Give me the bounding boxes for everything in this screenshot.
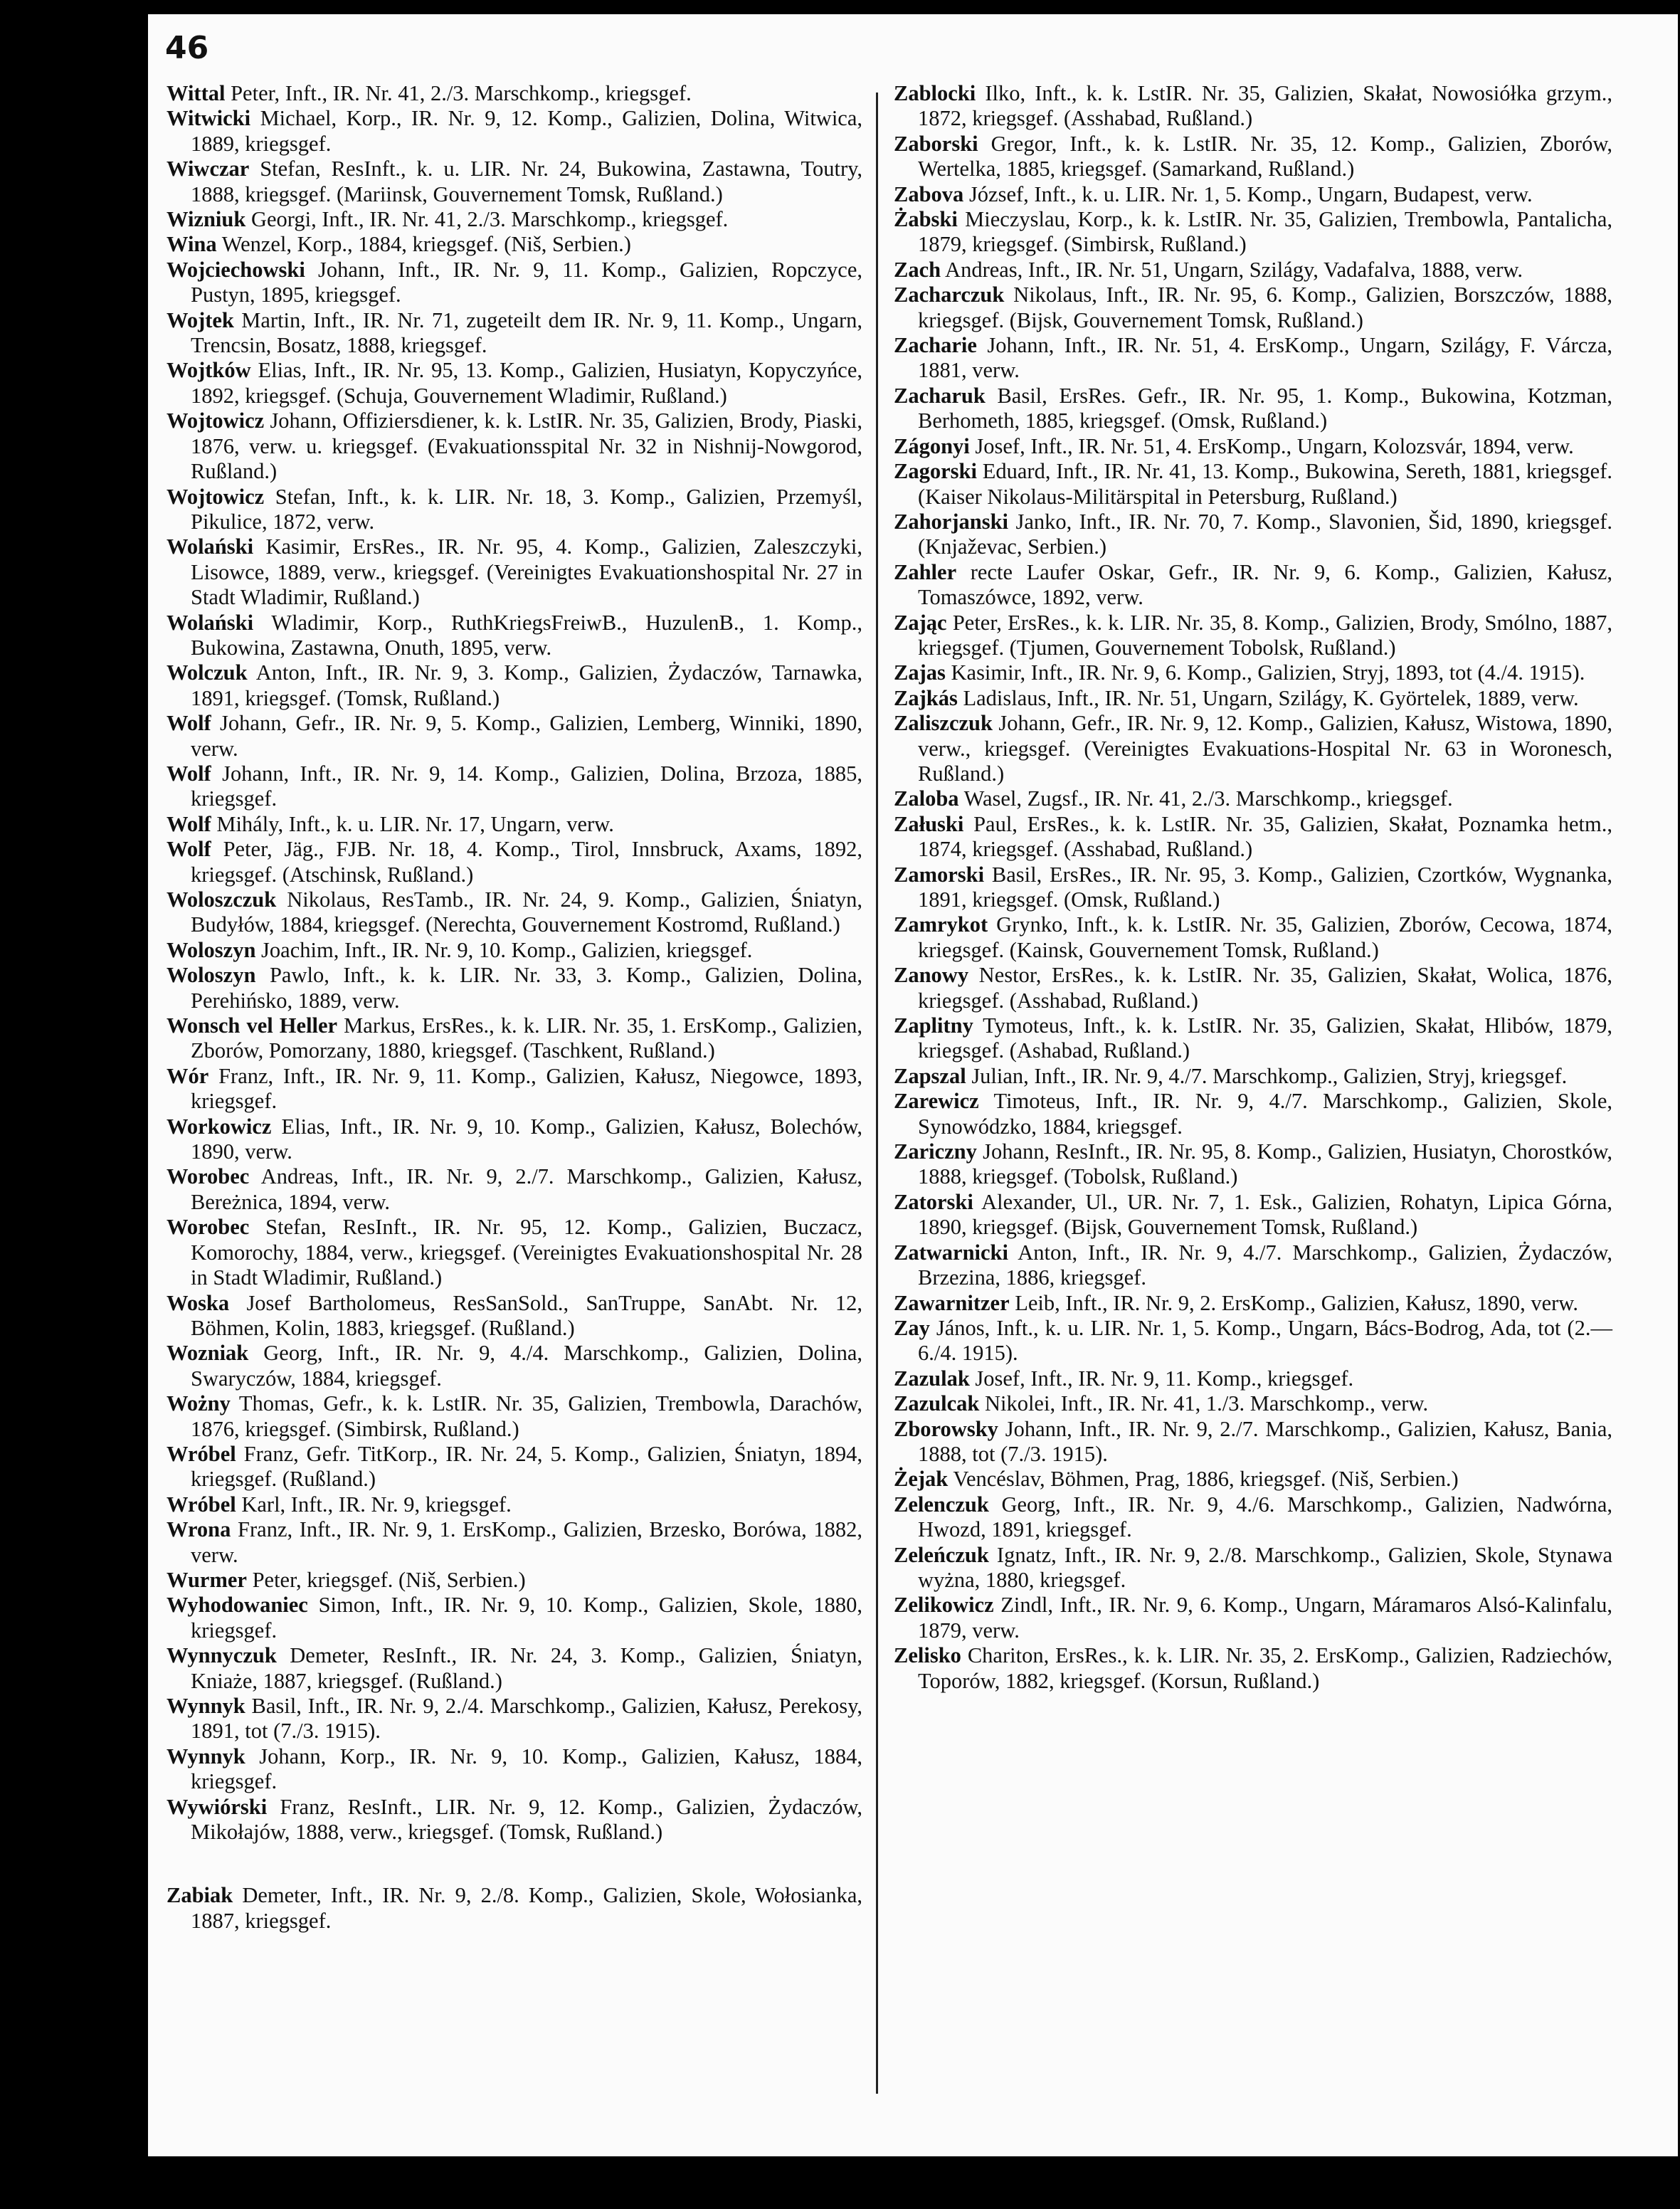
- list-item: [894, 384, 1612, 434]
- entry-surname: Wolf: [167, 711, 211, 736]
- entry-details: Simon, Inft., IR. Nr. 9, 10. Komp., Galizien, Skole, 1880, kriegsgef.: [191, 1593, 862, 1643]
- list-item: [894, 1366, 1612, 1391]
- list-item: [894, 1089, 1612, 1139]
- entry-details: József, Inft., k. u. LIR. Nr. 1, 5. Komp., Ungarn, Budapest, verw.: [968, 181, 1533, 206]
- column-divider: [876, 93, 878, 2094]
- entry-surname: Zelikowicz: [894, 1593, 994, 1618]
- list-item: [894, 786, 1612, 811]
- list-item: [894, 1391, 1612, 1416]
- list-item: [167, 485, 862, 535]
- list-item: [167, 887, 862, 938]
- list-item: [894, 132, 1612, 182]
- entry-details: Julian, Inft., IR. Nr. 9, 4./7. Marschkomp., Galizien, Stryj, kriegsgef.: [971, 1063, 1568, 1088]
- entry-details: Basil, Inft., IR. Nr. 9, 2./4. Marschkomp., Galizien, Kałusz, Perekosy, 1891, tot (7./3. 1915).: [191, 1694, 863, 1744]
- entry-surname: Wolański: [167, 534, 254, 559]
- entry-surname: Zahler: [894, 559, 957, 584]
- list-item: [894, 560, 1612, 611]
- entry-surname: Wurmer: [167, 1567, 247, 1592]
- entry-surname: Zacharczuk: [894, 283, 1005, 307]
- entry-details: Andreas, Inft., IR. Nr. 51, Ungarn, Szilágy, Vadafalva, 1888, verw.: [945, 257, 1523, 282]
- entry-surname: Załuski: [894, 811, 964, 836]
- entry-surname: Woloszyn: [167, 963, 256, 988]
- entry-surname: Zatorski: [894, 1189, 973, 1214]
- entry-details: Peter, Inft., IR. Nr. 41, 2./3. Marschkomp., kriegsgef.: [231, 81, 692, 105]
- entry-details: Karl, Inft., IR. Nr. 9, kriegsgef.: [241, 1492, 512, 1517]
- entry-surname: Wittal: [167, 81, 226, 105]
- entry-surname: Zapszal: [894, 1063, 966, 1088]
- entry-surname: Zabiak: [167, 1883, 233, 1908]
- entry-details: Johann, Inft., IR. Nr. 51, 4. ErsKomp., Ungarn, Szilágy, F. Várcza, 1881, verw.: [918, 333, 1612, 383]
- list-item: [167, 1064, 862, 1114]
- entry-surname: Wojciechowski: [167, 257, 305, 282]
- list-item: [167, 1593, 862, 1643]
- entry-details: Grynko, Inft., k. k. LstIR. Nr. 35, Galizien, Zborów, Cecowa, 1874, kriegsgef. (Kainsk, Gouvernement Tomsk, Rußland.): [918, 912, 1613, 962]
- entry-details: Tymoteus, Inft., k. k. LstIR. Nr. 35, Galizien, Skałat, Hlibów, 1879, kriegsgef. (Ashabad, Rußland.): [918, 1013, 1612, 1063]
- list-item: [167, 1883, 862, 1934]
- list-item: [894, 660, 1612, 685]
- entry-details: János, Inft., k. u. LIR. Nr. 1, 5. Komp., Ungarn, Bács-Bodrog, Ada, tot (2.—6./4. 1915).: [918, 1315, 1612, 1366]
- entry-details: Johann, Offiziersdiener, k. k. LstIR. Nr. 35, Galizien, Brody, Piaski, 1876, verw. u. kriegsgef. (Evakuationsspital Nr. 32 in Nishnij-Nowgorod, Rußland.): [191, 408, 862, 484]
- entry-details: Franz, Gefr. TitKorp., IR. Nr. 24, 5. Komp., Galizien, Śniatyn, 1894, kriegsgef. (Rußland.): [191, 1441, 862, 1492]
- entry-details: Josef Bartholomeus, ResSanSold., SanTruppe, SanAbt. Nr. 12, Böhmen, Kolin, 1883, kriegsgef. (Rußland.): [191, 1290, 862, 1340]
- entry-details: Anton, Inft., IR. Nr. 9, 3. Komp., Galizien, Żydaczów, Tarnawka, 1891, kriegsgef. (Tomsk, Rußland.): [191, 660, 862, 710]
- entry-surname: Zajkás: [894, 685, 958, 710]
- list-item: [894, 812, 1612, 863]
- entry-surname: Zanowy: [894, 963, 969, 988]
- entry-details: Stefan, Inft., k. k. LIR. Nr. 18, 3. Komp., Galizien, Przemyśl, Pikulice, 1872, verw.: [191, 484, 862, 534]
- entry-surname: Zay: [894, 1315, 930, 1340]
- entry-surname: Woloszczuk: [167, 887, 277, 912]
- entry-details: Johann, Gefr., IR. Nr. 9, 12. Komp., Galizien, Kałusz, Wistowa, 1890, verw., kriegsgef. (Vereinigtes Evakuations-Hospital Nr. 63 in Woronesch, Rußland.): [918, 711, 1612, 786]
- entry-details: Kasimir, ErsRes., IR. Nr. 95, 4. Komp., Galizien, Zaleszczyki, Lisowce, 1889, verw., kriegsgef. (Vereinigtes Evakuationshospital Nr. 27 in Stadt Wladimir, Rußland.): [191, 534, 862, 610]
- entry-details: Anton, Inft., IR. Nr. 9, 4./7. Marschkomp., Galizien, Żydaczów, Brzezina, 1886, kriegsgef.: [918, 1240, 1612, 1290]
- list-item: [894, 258, 1612, 283]
- entry-details: Georg, Inft., IR. Nr. 9, 4./6. Marschkomp., Galizien, Nadwórna, Hwozd, 1891, kriegsgef.: [918, 1492, 1613, 1542]
- entry-surname: Wyhodowaniec: [167, 1593, 308, 1618]
- entry-details: Joachim, Inft., IR. Nr. 9, 10. Komp., Galizien, kriegsgef.: [261, 937, 753, 962]
- list-item: [894, 1013, 1612, 1064]
- entry-details: Peter, kriegsgef. (Niš, Serbien.): [252, 1567, 526, 1592]
- entry-surname: Zazulcak: [894, 1391, 980, 1416]
- list-item: [167, 408, 862, 484]
- entry-details: Markus, ErsRes., k. k. LIR. Nr. 35, 1. ErsKomp., Galizien, Zborów, Pomorzany, 1880, kriegsgef. (Taschkent, Rußland.): [191, 1013, 863, 1063]
- entry-details: Georgi, Inft., IR. Nr. 41, 2./3. Marschkomp., kriegsgef.: [250, 207, 729, 232]
- entry-details: Alexander, Ul., UR. Nr. 7, 1. Esk., Galizien, Rohatyn, Lipica Górna, 1890, kriegsgef. (Bijsk, Gouvernement Tomsk, Rußland.): [918, 1189, 1612, 1240]
- entry-surname: Wrona: [167, 1517, 231, 1542]
- entry-surname: Zablocki: [894, 81, 976, 105]
- entry-details: Demeter, ResInft., IR. Nr. 24, 3. Komp., Galizien, Śniatyn, Kniaże, 1887, kriegsgef. (Rußland.): [191, 1643, 863, 1693]
- entry-surname: Wynnyk: [167, 1744, 245, 1768]
- list-item: [894, 459, 1612, 510]
- entry-surname: Wolf: [167, 811, 211, 836]
- list-item: [167, 358, 862, 408]
- list-item: [167, 308, 862, 359]
- entry-details: Kasimir, Inft., IR. Nr. 9, 6. Komp., Galizien, Stryj, 1893, tot (4./4. 1915).: [951, 660, 1585, 685]
- entry-surname: Zając: [894, 610, 947, 635]
- right-column: [894, 81, 1612, 1694]
- left-column: [167, 81, 862, 1934]
- list-item: [894, 510, 1612, 560]
- entry-surname: Zazulak: [894, 1366, 970, 1391]
- entry-surname: Zaloba: [894, 786, 959, 811]
- entry-details: Ilko, Inft., k. k. LstIR. Nr. 35, Galizien, Skałat, Nowosiółka grzym., 1872, kriegsgef. (Asshabad, Rußland.): [918, 81, 1613, 131]
- entry-details: Franz, ResInft., LIR. Nr. 9, 12. Komp., Galizien, Żydaczów, Mikołajów, 1888, verw., kriegsgef. (Tomsk, Rußland.): [191, 1794, 862, 1845]
- entry-details: Nikolaus, Inft., IR. Nr. 95, 6. Komp., Galizien, Borszczów, 1888, kriegsgef. (Bijsk, Gouvernement Tomsk, Rußland.): [918, 283, 1613, 332]
- entry-details: Stefan, ResInft., IR. Nr. 95, 12. Komp., Galizien, Buczacz, Komorochy, 1884, verw., kriegsgef. (Vereinigtes Evakuationshospital Nr. 28 in Stadt Wladimir, Rußland.): [191, 1215, 863, 1290]
- entry-details: Demeter, Inft., IR. Nr. 9, 2./8. Komp., Galizien, Skole, Wołosianka, 1887, kriegsgef.: [191, 1883, 862, 1933]
- entry-details: Mieczyslau, Korp., k. k. LstIR. Nr. 35, Galizien, Trembowla, Pantalicha, 1879, kriegsgef. (Simbirsk, Rußland.): [918, 207, 1612, 257]
- page-number: 46: [165, 30, 209, 66]
- list-item: [167, 1164, 862, 1215]
- list-item: [894, 611, 1612, 661]
- entry-details: Peter, ErsRes., k. k. LIR. Nr. 35, 8. Komp., Galizien, Brody, Smólno, 1887, kriegsgef. (Tjumen, Gouvernement Tobolsk, Rußland.): [918, 610, 1612, 660]
- list-item: [167, 534, 862, 610]
- entry-surname: Zacharie: [894, 333, 977, 358]
- list-item: [894, 863, 1612, 913]
- entry-surname: Zeleńczuk: [894, 1542, 989, 1567]
- entry-details: Johann, Gefr., IR. Nr. 9, 5. Komp., Galizien, Lemberg, Winniki, 1890, verw.: [191, 711, 862, 761]
- entry-surname: Wynnyk: [167, 1694, 245, 1718]
- entry-surname: Zabova: [894, 181, 964, 206]
- list-item: [894, 963, 1612, 1013]
- entry-details: Wenzel, Korp., 1884, kriegsgef. (Niš, Serbien.): [221, 232, 631, 257]
- entry-details: Andreas, Inft., IR. Nr. 9, 2./7. Marschkomp., Galizien, Kałusz, Bereżnica, 1894, verw.: [191, 1164, 862, 1214]
- entry-details: Peter, Jäg., FJB. Nr. 18, 4. Komp., Tirol, Innsbruck, Axams, 1892, kriegsgef. (Atschinsk, Rußland.): [191, 837, 863, 887]
- entry-surname: Zaplitny: [894, 1013, 973, 1038]
- list-item: [894, 1543, 1612, 1593]
- entry-details: Vencéslav, Böhmen, Prag, 1886, kriegsgef. (Niš, Serbien.): [953, 1467, 1459, 1492]
- entry-surname: Żabski: [894, 207, 958, 232]
- entry-details: Johann, Inft., IR. Nr. 9, 14. Komp., Galizien, Dolina, Brzoza, 1885, kriegsgef.: [191, 761, 862, 811]
- entry-details: Franz, Inft., IR. Nr. 9, 1. ErsKomp., Galizien, Brzesko, Borówa, 1882, verw.: [191, 1517, 862, 1567]
- list-item: [167, 81, 862, 106]
- list-item: [894, 1417, 1612, 1467]
- list-item: [167, 258, 862, 308]
- list-item: [894, 1139, 1612, 1190]
- list-item: [894, 1240, 1612, 1291]
- entry-surname: Zajas: [894, 660, 946, 685]
- list-item: [167, 938, 862, 963]
- entry-surname: Wynnyczuk: [167, 1643, 277, 1668]
- list-item: [894, 182, 1612, 207]
- list-item: [894, 81, 1612, 132]
- list-item: [167, 1568, 862, 1593]
- entry-surname: Wolf: [167, 837, 211, 862]
- entry-surname: Wolczuk: [167, 660, 248, 685]
- section-gap: [167, 1845, 862, 1883]
- entry-surname: Worobec: [167, 1164, 250, 1189]
- entry-surname: Żejak: [894, 1467, 949, 1492]
- entry-surname: Wywiórski: [167, 1794, 268, 1819]
- entry-surname: Workowicz: [167, 1114, 272, 1139]
- entry-surname: Wróbel: [167, 1492, 236, 1517]
- entry-details: Nestor, ErsRes., k. k. LstIR. Nr. 35, Galizien, Skałat, Wolica, 1876, kriegsgef. (Asshabad, Rußland.): [918, 963, 1612, 1013]
- entry-surname: Zaliszczuk: [894, 711, 993, 736]
- entry-surname: Zamrykot: [894, 912, 988, 937]
- list-item: [167, 761, 862, 812]
- list-item: [167, 1391, 862, 1442]
- entry-details: Mihály, Inft., k. u. LIR. Nr. 17, Ungarn, verw.: [216, 811, 614, 836]
- list-item: [894, 686, 1612, 711]
- entry-details: Georg, Inft., IR. Nr. 9, 4./4. Marschkomp., Galizien, Dolina, Swaryczów, 1884, kriegsgef.: [191, 1341, 863, 1391]
- entry-details: Chariton, ErsRes., k. k. LIR. Nr. 35, 2. ErsKomp., Galizien, Radziechów, Toporów, 1882, kriegsgef. (Korsun, Rußland.): [918, 1643, 1612, 1693]
- list-item: [894, 1291, 1612, 1316]
- list-item: [167, 963, 862, 1013]
- list-item: [167, 1492, 862, 1517]
- entry-details: Nikolaus, ResTamb., IR. Nr. 24, 9. Komp., Galizien, Śniatyn, Budyłów, 1884, kriegsgef. (Nerechta, Gouvernement Kostromd, Rußland.): [191, 887, 862, 937]
- list-item: [894, 333, 1612, 384]
- entry-details: Wladimir, Korp., RuthKriegsFreiwB., HuzulenB., 1. Komp., Bukowina, Zastawna, Onuth, 1895, verw.: [191, 610, 862, 660]
- entry-surname: Zelenczuk: [894, 1492, 989, 1517]
- entry-details: Wasel, Zugsf., IR. Nr. 41, 2./3. Marschkomp., kriegsgef.: [963, 786, 1453, 811]
- list-item: [894, 912, 1612, 963]
- entry-details: Zindl, Inft., IR. Nr. 9, 6. Komp., Ungarn, Máramaros Alsó-Kalinfalu, 1879, verw.: [918, 1593, 1613, 1643]
- entry-surname: Wizniuk: [167, 207, 246, 232]
- entry-details: Gregor, Inft., k. k. LstIR. Nr. 35, 12. Komp., Galizien, Zborów, Wertelka, 1885, kriegsgef. (Samarkand, Rußland.): [918, 131, 1613, 181]
- entry-surname: Wiwczar: [167, 157, 250, 181]
- list-item: [894, 1190, 1612, 1240]
- list-item: [167, 1517, 862, 1568]
- entry-details: Elias, Inft., IR. Nr. 95, 13. Komp., Galizien, Husiatyn, Kopyczyńce, 1892, kriegsgef. (Schuja, Gouvernement Wladimir, Rußland.): [191, 358, 862, 408]
- entry-details: Johann, Inft., IR. Nr. 9, 2./7. Marschkomp., Galizien, Kałusz, Bania, 1888, tot (7./3. 1915).: [918, 1416, 1612, 1466]
- entry-surname: Wina: [167, 232, 217, 257]
- entry-surname: Zágonyi: [894, 433, 970, 458]
- list-item: [894, 283, 1612, 333]
- entry-surname: Zariczny: [894, 1139, 977, 1164]
- entry-surname: Zach: [894, 257, 941, 282]
- entry-surname: Zborowsky: [894, 1416, 998, 1441]
- entry-details: Johann, ResInft., IR. Nr. 95, 8. Komp., Galizien, Husiatyn, Chorostków, 1888, kriegsgef. (Tobolsk, Rußland.): [918, 1139, 1612, 1189]
- list-item: [167, 1114, 862, 1165]
- list-item: [894, 1064, 1612, 1089]
- list-item: [167, 1643, 862, 1694]
- list-item: [167, 611, 862, 661]
- entry-surname: Zagorski: [894, 459, 977, 484]
- entry-surname: Zawarnitzer: [894, 1290, 1010, 1315]
- list-item: [167, 1442, 862, 1492]
- entry-surname: Wonsch vel Heller: [167, 1013, 338, 1038]
- entry-details: Nikolei, Inft., IR. Nr. 41, 1./3. Marschkomp., verw.: [984, 1391, 1429, 1416]
- list-item: [894, 1467, 1612, 1492]
- entry-details: Stefan, ResInft., k. u. LIR. Nr. 24, Bukowina, Zastawna, Toutry, 1888, kriegsgef. (Mariinsk, Gouvernement Tomsk, Rußland.): [191, 157, 862, 206]
- entry-details: Michael, Korp., IR. Nr. 9, 12. Komp., Galizien, Dolina, Witwica, 1889, kriegsgef.: [191, 106, 862, 156]
- entry-surname: Witwicki: [167, 106, 251, 131]
- entry-surname: Zacharuk: [894, 383, 986, 408]
- entry-details: Elias, Inft., IR. Nr. 9, 10. Komp., Galizien, Kałusz, Bolechów, 1890, verw.: [191, 1114, 862, 1164]
- entry-details: recte Laufer Oskar, Gefr., IR. Nr. 9, 6. Komp., Galizien, Kałusz, Tomaszówce, 1892, verw.: [918, 559, 1613, 610]
- list-item: [167, 812, 862, 837]
- entry-details: Timoteus, Inft., IR. Nr. 9, 4./7. Marschkomp., Galizien, Skole, Synowódzko, 1884, kriegsgef.: [918, 1089, 1612, 1139]
- entry-details: Martin, Inft., IR. Nr. 71, zugeteilt dem IR. Nr. 9, 11. Komp., Ungarn, Trencsin, Bosatz, 1888, kriegsgef.: [191, 307, 863, 358]
- entry-surname: Wojtek: [167, 307, 234, 332]
- entry-surname: Zahorjanski: [894, 509, 1009, 534]
- entry-surname: Zamorski: [894, 862, 985, 887]
- entry-surname: Wór: [167, 1063, 209, 1088]
- list-item: [167, 106, 862, 157]
- entry-details: Josef, Inft., IR. Nr. 9, 11. Komp., kriegsgef.: [975, 1366, 1354, 1391]
- list-item: [167, 1013, 862, 1064]
- entry-surname: Zaborski: [894, 131, 978, 156]
- entry-surname: Zatwarnicki: [894, 1240, 1008, 1265]
- list-item: [894, 1643, 1612, 1694]
- list-item: [894, 207, 1612, 258]
- list-item: [894, 434, 1612, 459]
- list-item: [167, 207, 862, 232]
- list-item: [167, 837, 862, 887]
- list-item: [167, 1291, 862, 1341]
- entry-surname: Woloszyn: [167, 937, 256, 962]
- entry-surname: Wozniak: [167, 1341, 249, 1366]
- entry-surname: Wojtków: [167, 358, 251, 383]
- list-item: [167, 1795, 862, 1845]
- entry-surname: Wojtowicz: [167, 408, 265, 433]
- list-item: [167, 1215, 862, 1290]
- list-item: [167, 1694, 862, 1744]
- entry-details: Johann, Korp., IR. Nr. 9, 10. Komp., Galizien, Kałusz, 1884, kriegsgef.: [191, 1744, 863, 1794]
- list-item: [167, 232, 862, 257]
- list-item: [167, 711, 862, 761]
- entry-details: Thomas, Gefr., k. k. LstIR. Nr. 35, Galizien, Trembowla, Darachów, 1876, kriegsgef. (Simbirsk, Rußland.): [191, 1391, 862, 1441]
- entry-surname: Wolf: [167, 761, 211, 786]
- list-item: [167, 1341, 862, 1391]
- entry-details: Leib, Inft., IR. Nr. 9, 2. ErsKomp., Galizien, Kałusz, 1890, verw.: [1015, 1290, 1578, 1315]
- entry-details: Eduard, Inft., IR. Nr. 41, 13. Komp., Bukowina, Sereth, 1881, kriegsgef. (Kaiser Nikolaus-Militärspital in Petersburg, Rußland.): [918, 459, 1613, 509]
- entry-details: Paul, ErsRes., k. k. LstIR. Nr. 35, Galizien, Skałat, Poznamka hetm., 1874, kriegsgef. (Asshabad, Rußland.): [918, 811, 1613, 862]
- entry-details: Franz, Inft., IR. Nr. 9, 11. Komp., Galizien, Kałusz, Niegowce, 1893, kriegsgef.: [191, 1063, 862, 1114]
- entry-details: Basil, ErsRes., IR. Nr. 95, 3. Komp., Galizien, Czortków, Wygnanka, 1891, kriegsgef. (Omsk, Rußland.): [918, 862, 1612, 912]
- entry-surname: Wróbel: [167, 1441, 236, 1466]
- entry-details: Josef, Inft., IR. Nr. 51, 4. ErsKomp., Ungarn, Kolozsvár, 1894, verw.: [975, 433, 1574, 458]
- entry-surname: Wożny: [167, 1391, 231, 1416]
- list-item: [167, 1744, 862, 1795]
- entry-surname: Woska: [167, 1290, 230, 1315]
- entry-details: Ignatz, Inft., IR. Nr. 9, 2./8. Marschkomp., Galizien, Skole, Stynawa wyżna, 1880, kriegsgef.: [918, 1542, 1613, 1592]
- list-item: [894, 711, 1612, 786]
- list-item: [894, 1316, 1612, 1366]
- entry-details: Johann, Inft., IR. Nr. 9, 11. Komp., Galizien, Ropczyce, Pustyn, 1895, kriegsgef.: [191, 257, 862, 307]
- entry-surname: Wolański: [167, 610, 254, 635]
- entry-surname: Worobec: [167, 1215, 250, 1240]
- entry-surname: Zelisko: [894, 1643, 961, 1668]
- entry-details: Janko, Inft., IR. Nr. 70, 7. Komp., Slavonien, Šid, 1890, kriegsgef. (Knjaževac, Serbien.): [918, 509, 1613, 559]
- entry-surname: Zarewicz: [894, 1089, 979, 1114]
- entry-surname: Wojtowicz: [167, 484, 265, 509]
- entry-details: Pawlo, Inft., k. k. LIR. Nr. 33, 3. Komp., Galizien, Dolina, Perehińsko, 1889, verw.: [191, 963, 863, 1013]
- entry-details: Basil, ErsRes. Gefr., IR. Nr. 95, 1. Komp., Bukowina, Kotzman, Berhometh, 1885, kriegsgef. (Omsk, Rußland.): [918, 383, 1612, 433]
- list-item: [894, 1593, 1612, 1643]
- entry-details: Ladislaus, Inft., IR. Nr. 51, Ungarn, Szilágy, K. Györtelek, 1889, verw.: [963, 685, 1579, 710]
- list-item: [167, 660, 862, 711]
- list-item: [894, 1492, 1612, 1543]
- document-page: [148, 14, 1678, 2156]
- list-item: [167, 157, 862, 207]
